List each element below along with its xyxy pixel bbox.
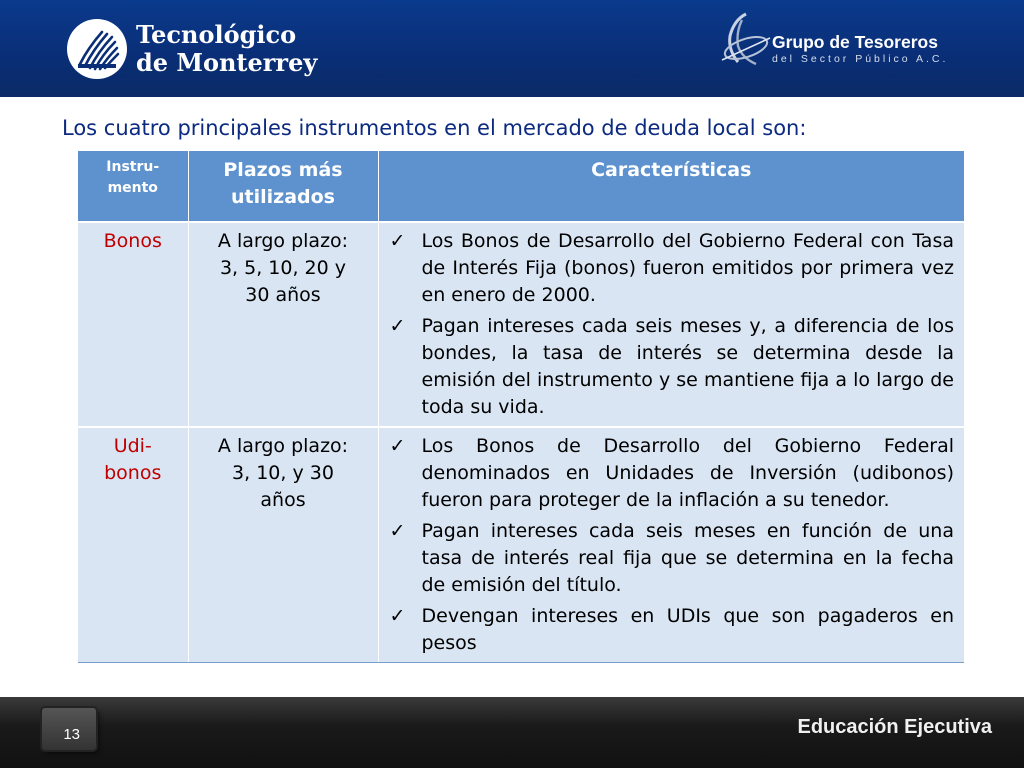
- checkmark-icon: ✓: [389, 520, 406, 542]
- table-header-row: [78, 151, 964, 222]
- feature-text: Pagan intereses cada seis meses y, a diferencia de los bondes, la tasa de interés se determina desde la emisión del instrumento y se mantiene fija a lo largo de toda su vida.: [421, 315, 954, 418]
- terms-line: A largo plazo:: [217, 435, 349, 457]
- page-number-box: [42, 708, 96, 750]
- checkmark-icon: ✓: [389, 315, 406, 337]
- header-instrument: [78, 151, 188, 222]
- feature-bullet: [387, 228, 955, 309]
- header-terms-line: Plazos más: [223, 159, 343, 181]
- feature-text: Los Bonos de Desarrollo del Gobierno Federal con Tasa de Interés Fija (bonos) fueron emitidos por primera vez en enero de 2000.: [421, 230, 954, 306]
- instrument-cell: [78, 222, 188, 427]
- header-instrument-line: Instru-: [106, 159, 160, 175]
- checkmark-icon: ✓: [389, 230, 406, 252]
- tec-de-monterrey-logo: [66, 15, 318, 85]
- page-number: 13: [63, 726, 80, 743]
- feature-text: Pagan intereses cada seis meses en función de una tasa de interés real fija que se determina en la fecha de emisión del título.: [421, 520, 954, 596]
- header-features: Características: [378, 151, 964, 222]
- grupo-tesoreros-emblem-icon: [716, 10, 776, 72]
- checkmark-icon: ✓: [389, 435, 406, 457]
- instrument-cell: [78, 427, 188, 663]
- instrument-name: Bonos: [103, 230, 162, 252]
- tec-emblem-icon: [66, 18, 128, 80]
- feature-bullet: [387, 433, 955, 514]
- terms-cell: [188, 222, 378, 427]
- feature-text: Devengan intereses en UDIs que son pagaderos en pesos: [421, 605, 954, 654]
- features-cell: [378, 222, 964, 427]
- table-row: [78, 427, 964, 663]
- header-banner: [0, 0, 1024, 97]
- terms-line: A largo plazo:: [217, 230, 349, 252]
- terms-line: 30 años: [245, 284, 321, 306]
- feature-bullet: [387, 518, 955, 599]
- footer-brand: Educación Ejecutiva: [797, 716, 992, 738]
- header-instrument-line: mento: [107, 180, 158, 196]
- tec-logo-line2: de Monterrey: [136, 48, 318, 77]
- feature-text: Los Bonos de Desarrollo del Gobierno Federal denominados en Unidades de Inversión (udibonos) fueron para proteger de la inflación a su tenedor.: [421, 435, 954, 511]
- features-cell: [378, 427, 964, 663]
- feature-bullet: [387, 603, 955, 657]
- grupo-tesoreros-subtitle: del Sector Público A.C.: [772, 53, 949, 65]
- header-terms: [188, 151, 378, 222]
- footer-bar: [0, 697, 1024, 768]
- terms-cell: [188, 427, 378, 663]
- terms-line: años: [260, 489, 306, 511]
- grupo-tesoreros-logo: [716, 10, 956, 80]
- feature-bullet: [387, 313, 955, 421]
- instrument-name: Udi-: [113, 435, 152, 457]
- grupo-tesoreros-name: Grupo de Tesoreros: [772, 32, 938, 52]
- tec-logo-line1: Tecnológico: [136, 20, 297, 49]
- header-terms-line: utilizados: [231, 186, 335, 208]
- slide-title: Los cuatro principales instrumentos en el mercado de deuda local son:: [62, 116, 807, 140]
- terms-line: 3, 10, y 30: [232, 462, 334, 484]
- terms-line: 3, 5, 10, 20 y: [219, 257, 347, 279]
- instrument-name: bonos: [104, 462, 162, 484]
- table-row: [78, 222, 964, 427]
- tec-logo-text: [136, 21, 317, 77]
- checkmark-icon: ✓: [389, 605, 406, 627]
- debt-instruments-table: [78, 151, 964, 663]
